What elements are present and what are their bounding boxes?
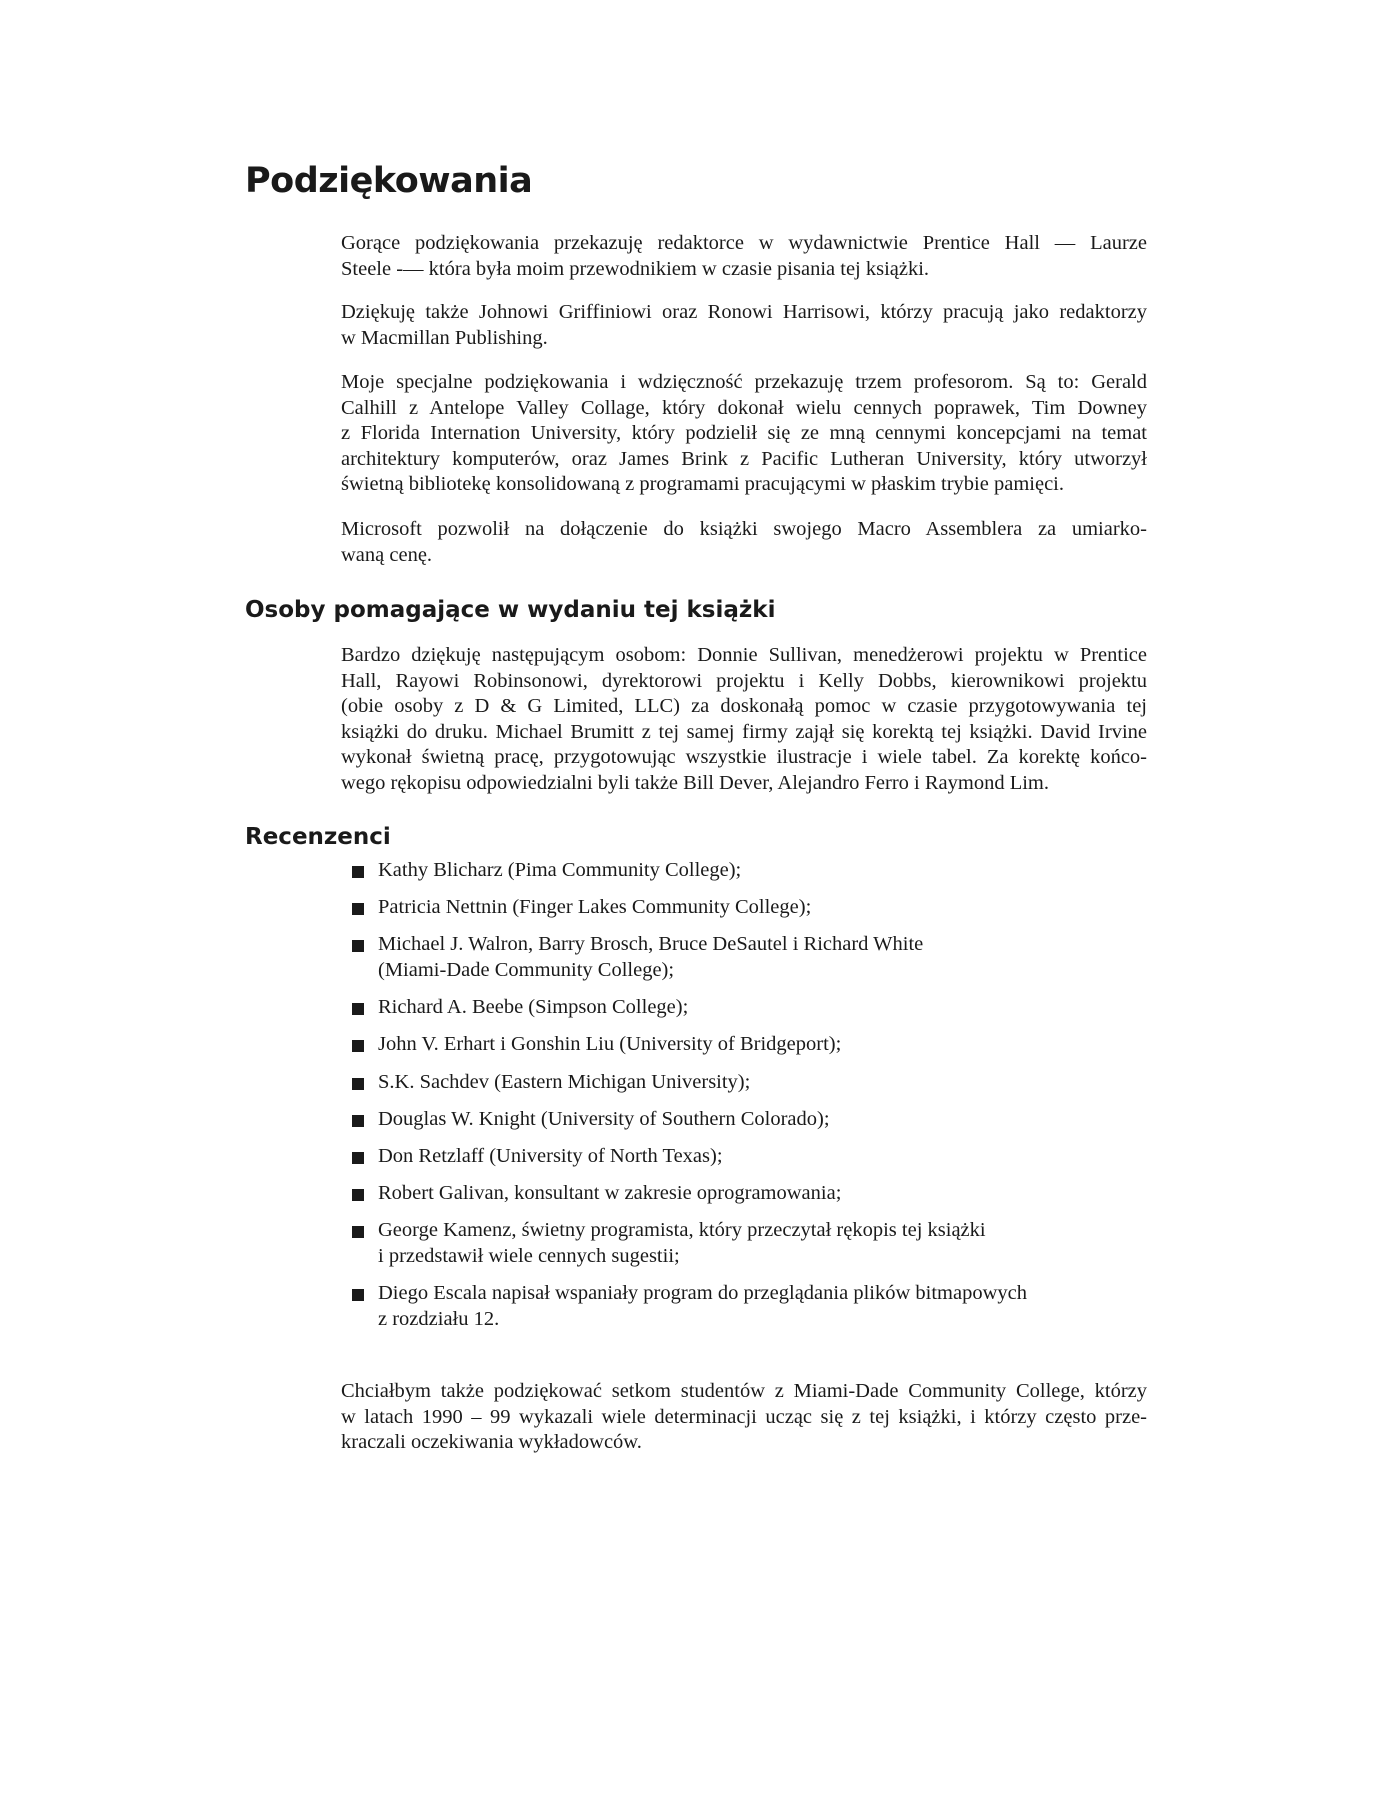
text-line: Chciałbym także podziękować setkom studentów z Miami-Dade Community College, którzy	[341, 1380, 1147, 1402]
section-heading-reviewers: Recenzenci	[245, 824, 391, 850]
text-line: z Florida Internation University, który podzielił się ze mną cennymi koncepcjami na temat	[341, 422, 1147, 445]
list-item-text: Diego Escala napisał wspaniały program do przeglądania plików bitmapowych z rozdziału 12.	[378, 1282, 1027, 1330]
section-heading-helpers: Osoby pomagające w wydaniu tej książki	[245, 597, 776, 623]
list-item-text: George Kamenz, świetny programista, który przeczytał rękopis tej książki i przedstawił wiele cennych sugestii;	[378, 1219, 986, 1267]
intro-paragraph-3	[341, 370, 1147, 498]
list-item-text: Robert Galivan, konsultant w zakresie oprogramowania;	[378, 1182, 842, 1205]
closing-paragraph	[341, 1379, 1147, 1456]
intro-paragraph-1	[341, 231, 1147, 282]
text-line: w latach 1990 – 99 wykazali wiele determinacji ucząc się z tej książki, i którzy często prze-	[341, 1405, 1147, 1428]
text-line: Calhill z Antelope Valley Collage, który dokonał wielu cennych poprawek, Tim Downey	[341, 396, 1147, 419]
square-bullet-icon	[352, 1115, 364, 1127]
list-item	[352, 995, 1132, 1021]
square-bullet-icon	[352, 1289, 364, 1301]
text-line: Moje specjalne podziękowania i wdzięczność przekazuję trzem profesorom. Są to: Gerald	[341, 371, 1147, 393]
square-bullet-icon	[352, 1226, 364, 1238]
reviewers-list	[352, 858, 1132, 1344]
text-line: kraczali oczekiwania wykładowców.	[341, 1431, 642, 1454]
text-line: Bardzo dziękuję następującym osobom: Donnie Sullivan, menedżerowi projektu w Prentice	[341, 644, 1147, 666]
square-bullet-icon	[352, 1003, 364, 1015]
list-item-text: Douglas W. Knight (University of Southern Colorado);	[378, 1107, 830, 1130]
list-item	[352, 1070, 1132, 1096]
list-item	[352, 895, 1132, 921]
list-item	[352, 1281, 1132, 1332]
intro-paragraph-2	[341, 300, 1147, 351]
square-bullet-icon	[352, 903, 364, 915]
text-line: Dziękuję także Johnowi Griffiniowi oraz Ronowi Harrisowi, którzy pracują jako redaktorzy	[341, 301, 1147, 323]
text-line: wego rękopisu odpowiedzialni byli także Bill Dever, Alejandro Ferro i Raymond Lim.	[341, 771, 1049, 794]
square-bullet-icon	[352, 1040, 364, 1052]
text-line: Hall, Rayowi Robinsonowi, dyrektorowi projektu i Kelly Dobbs, kierownikowi projektu	[341, 669, 1147, 692]
text-line: świetną bibliotekę konsolidowaną z programami pracującymi w płaskim trybie pamięci.	[341, 473, 1064, 496]
intro-paragraph-4	[341, 517, 1147, 568]
text-line: waną cenę.	[341, 543, 433, 566]
text-line: książki do druku. Michael Brumitt z tej samej firmy zajął się korektą tej książki. David Irvine	[341, 720, 1147, 743]
list-item	[352, 932, 1132, 983]
text-line: w Macmillan Publishing.	[341, 326, 548, 349]
text-line: architektury komputerów, oraz James Brink z Pacific Lutheran University, który utworzył	[341, 447, 1147, 470]
square-bullet-icon	[352, 1152, 364, 1164]
text-line: Steele -— która była moim przewodnikiem w czasie pisania tej książki.	[341, 257, 930, 280]
text-line: (obie osoby z D & G Limited, LLC) za doskonałą pomoc w czasie przygotowywania tej	[341, 695, 1147, 718]
text-line: Microsoft pozwolił na dołączenie do książki swojego Macro Assemblera za umiarko-	[341, 518, 1147, 540]
list-item-text: John V. Erhart i Gonshin Liu (University of Bridgeport);	[378, 1033, 842, 1056]
list-item	[352, 858, 1132, 884]
list-item	[352, 1181, 1132, 1207]
list-item-text: Kathy Blicharz (Pima Community College);	[378, 859, 742, 881]
list-item	[352, 1144, 1132, 1170]
square-bullet-icon	[352, 1189, 364, 1201]
list-item-text: Michael J. Walron, Barry Brosch, Bruce DeSautel i Richard White (Miami-Dade Community College);	[378, 933, 924, 981]
helpers-paragraph	[341, 643, 1147, 797]
list-item-text: S.K. Sachdev (Eastern Michigan University);	[378, 1070, 751, 1093]
page-title: Podziękowania	[245, 161, 533, 201]
square-bullet-icon	[352, 866, 364, 878]
text-line: Gorące podziękowania przekazuję redaktorce w wydawnictwie Prentice Hall — Laurze	[341, 232, 1147, 254]
list-item-text: Don Retzlaff (University of North Texas);	[378, 1144, 723, 1167]
list-item	[352, 1218, 1132, 1269]
square-bullet-icon	[352, 940, 364, 952]
list-item	[352, 1032, 1132, 1058]
list-item	[352, 1107, 1132, 1133]
list-item-text: Patricia Nettnin (Finger Lakes Community College);	[378, 896, 812, 919]
square-bullet-icon	[352, 1078, 364, 1090]
list-item-text: Richard A. Beebe (Simpson College);	[378, 996, 689, 1019]
text-line: wykonał świetną pracę, przygotowując wszystkie ilustracje i wiele tabel. Za korektę końco-	[341, 746, 1147, 769]
